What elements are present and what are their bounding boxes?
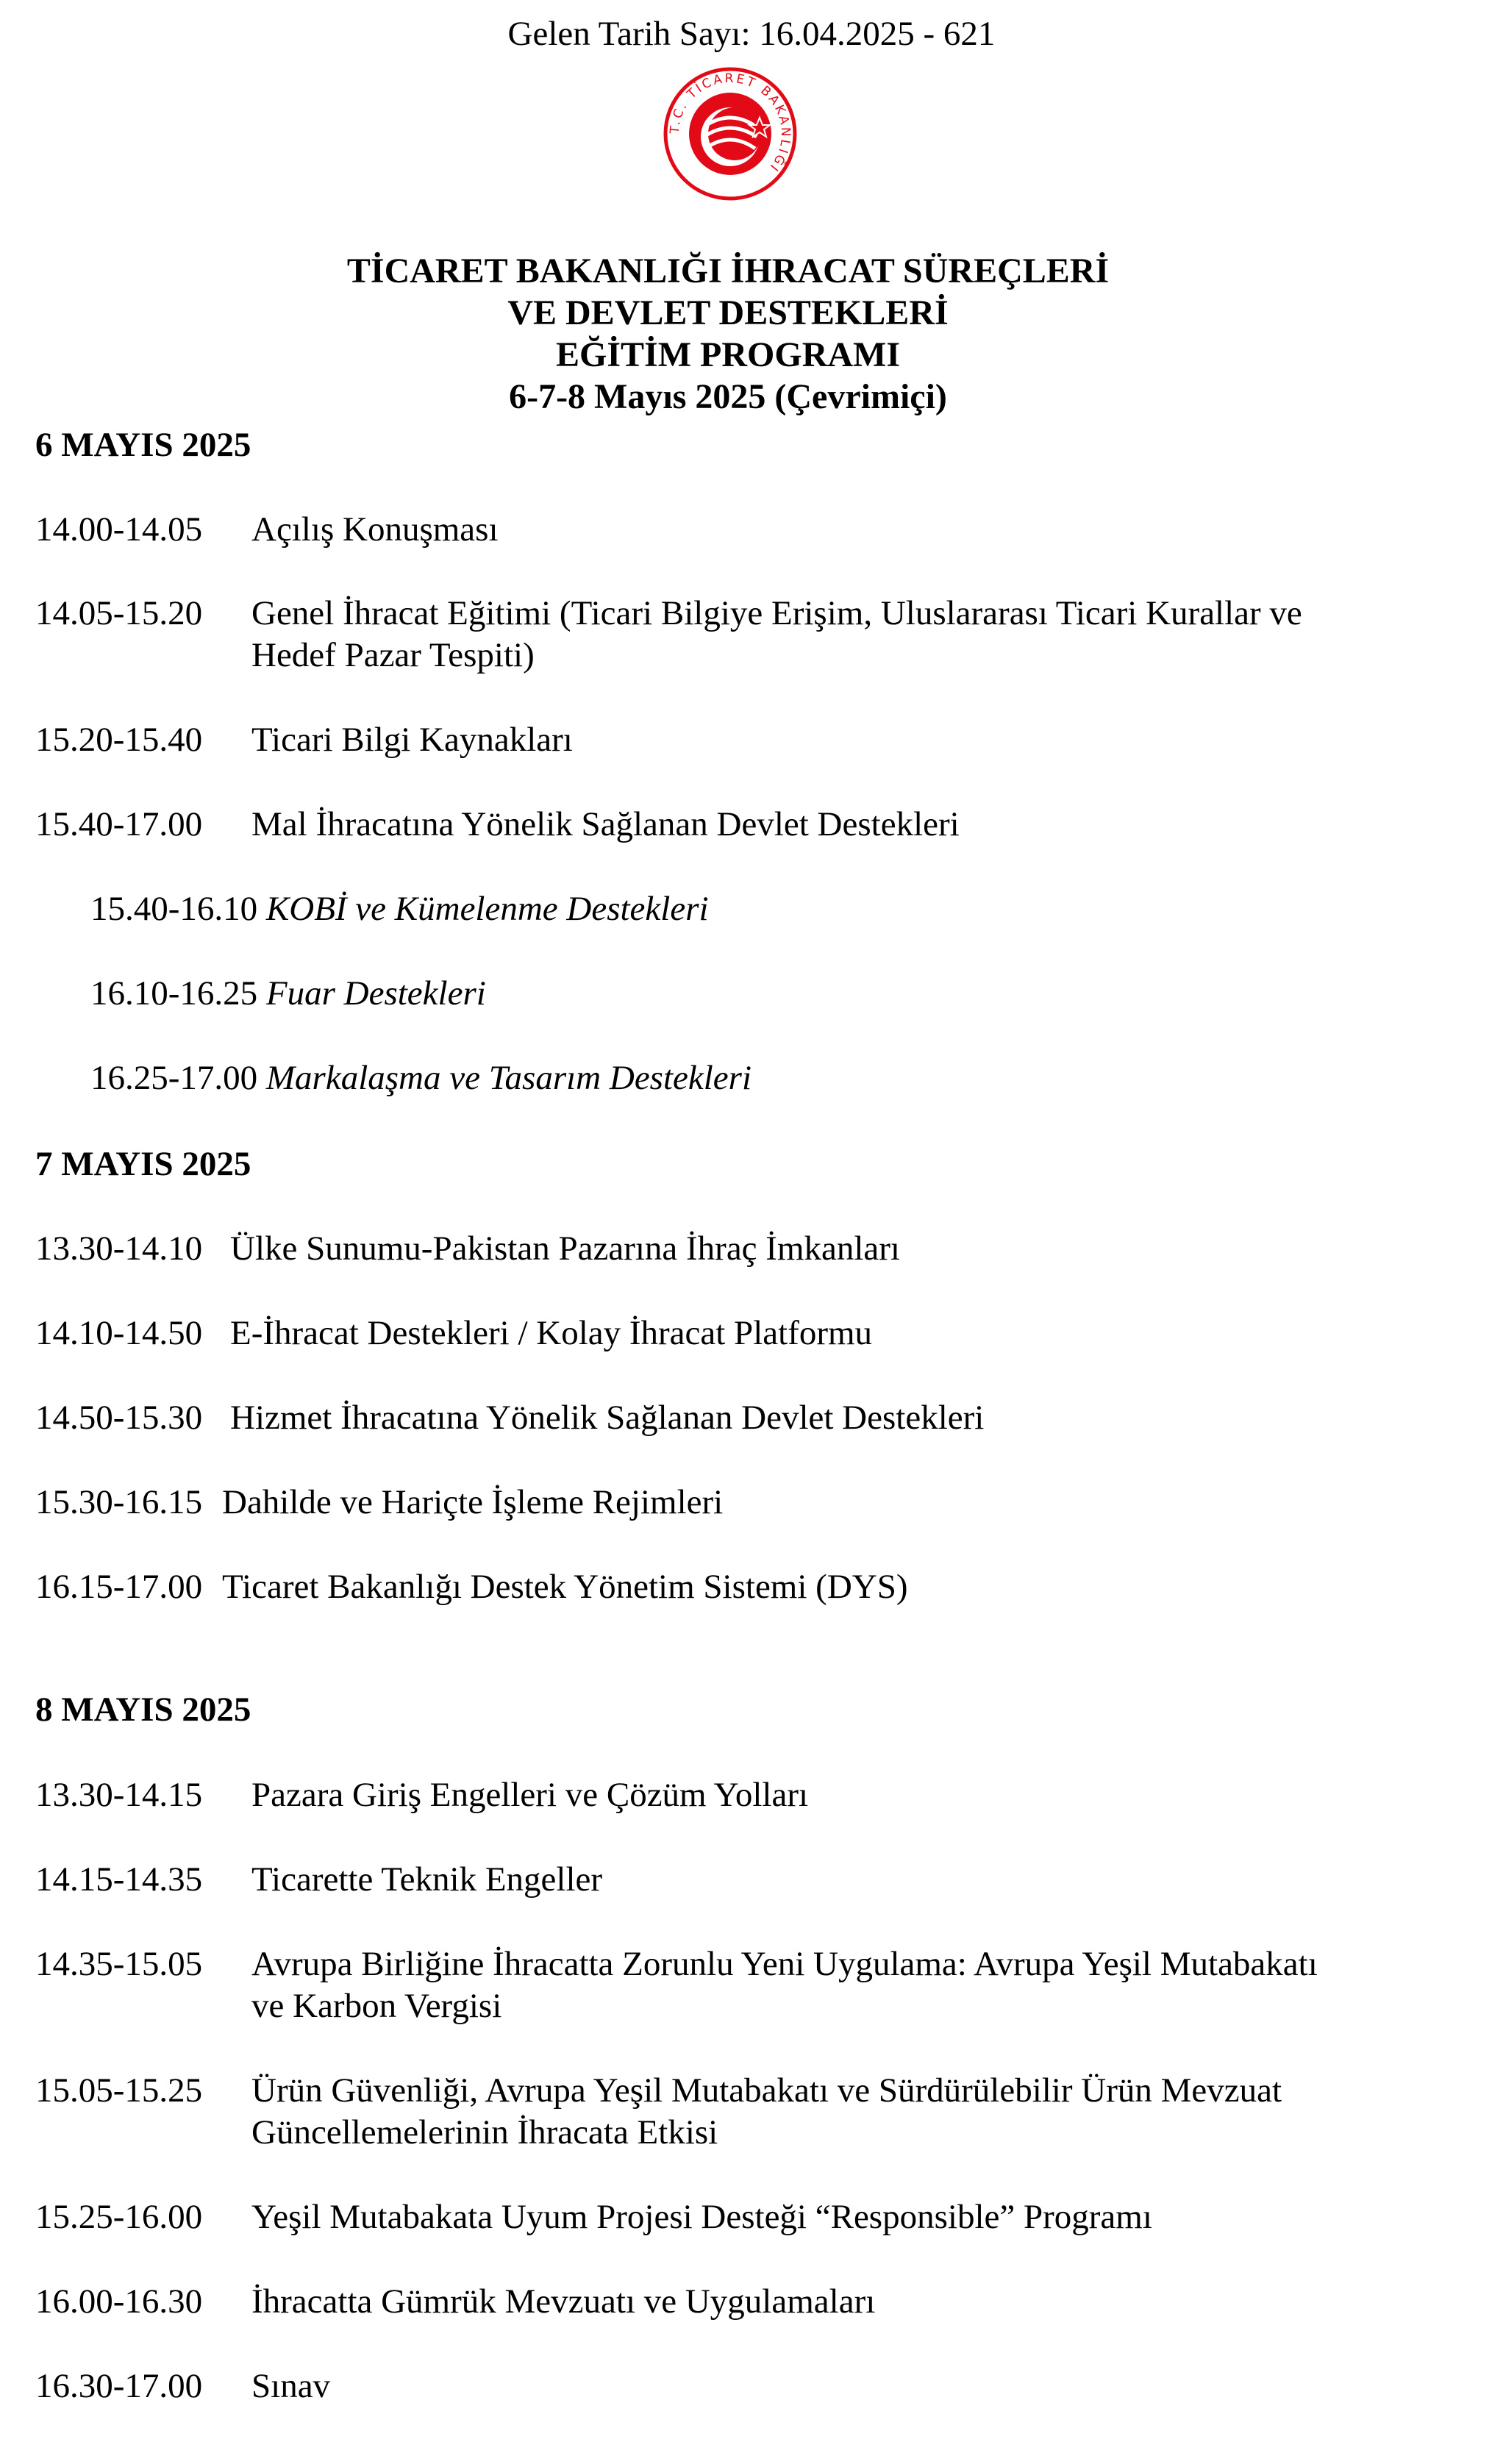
subsession-time: 15.40-16.10 <box>90 890 258 928</box>
session-time: 13.30-14.15 <box>35 1776 203 1814</box>
ministry-seal-logo <box>663 66 798 201</box>
day-heading: 7 MAYIS 2025 <box>35 1145 251 1183</box>
session-title: İhracatta Gümrük Mevzuatı ve Uygulamaları <box>251 2282 876 2321</box>
session-title-continued: Güncellemelerinin İhracata Etkisi <box>251 2113 718 2151</box>
session-title: Ticaret Bakanlığı Destek Yönetim Sistemi (DYS) <box>222 1568 908 1606</box>
title-line-3: EĞİTİM PROGRAMI <box>556 335 900 374</box>
session-title: Pazara Giriş Engelleri ve Çözüm Yolları <box>251 1776 809 1814</box>
session-time: 15.30-16.15 <box>35 1483 203 1521</box>
session-time: 15.05-15.25 <box>35 2071 203 2110</box>
session-time: 13.30-14.10 <box>35 1229 203 1268</box>
session-title-continued: ve Karbon Vergisi <box>251 1987 502 2025</box>
seal-ring-text: T.C. TİCARET BAKANLIĞI <box>667 71 793 176</box>
title-line-2: VE DEVLET DESTEKLERİ <box>507 293 949 332</box>
session-time: 16.00-16.30 <box>35 2282 203 2321</box>
subsession-time: 16.10-16.25 <box>90 974 258 1013</box>
session-title: Ülke Sunumu-Pakistan Pazarına İhraç İmkanları <box>230 1229 900 1268</box>
session-title: Genel İhracat Eğitimi (Ticari Bilgiye Erişim, Uluslararası Ticari Kurallar ve <box>251 594 1302 632</box>
session-title: Hizmet İhracatına Yönelik Sağlanan Devlet Destekleri <box>230 1399 985 1437</box>
session-title: Ticari Bilgi Kaynakları <box>251 721 573 759</box>
session-title-continued: Hedef Pazar Tespiti) <box>251 636 535 674</box>
session-title: Açılış Konuşması <box>251 510 499 549</box>
session-time: 15.20-15.40 <box>35 721 203 759</box>
title-line-4: 6-7-8 Mayıs 2025 (Çevrimiçi) <box>509 377 947 416</box>
program-title <box>0 250 1456 418</box>
session-title: Avrupa Birliğine İhracatta Zorunlu Yeni Uygulama: Avrupa Yeşil Mutabakatı <box>251 1945 1318 1983</box>
session-row <box>35 1943 1469 2027</box>
session-row <box>35 593 1469 676</box>
title-line-1: TİCARET BAKANLIĞI İHRACAT SÜREÇLERİ <box>346 251 1110 290</box>
session-time: 14.50-15.30 <box>35 1399 203 1437</box>
subsession-title: KOBİ ve Kümelenme Destekleri <box>265 890 709 928</box>
session-time: 14.10-14.50 <box>35 1314 203 1352</box>
session-title: E-İhracat Destekleri / Kolay İhracat Platformu <box>230 1314 873 1352</box>
session-time: 16.30-17.00 <box>35 2367 203 2405</box>
subsession-row <box>90 1057 752 1099</box>
session-title: Mal İhracatına Yönelik Sağlanan Devlet Destekleri <box>251 805 960 843</box>
session-title: Yeşil Mutabakata Uyum Projesi Desteği “Responsible” Programı <box>251 2198 1152 2236</box>
session-row <box>35 2070 1469 2154</box>
session-title: Ürün Güvenliği, Avrupa Yeşil Mutabakatı ve Sürdürülebilir Ürün Mevzuat <box>251 2071 1282 2110</box>
incoming-date-reference: Gelen Tarih Sayı: 16.04.2025 - 621 <box>507 15 996 53</box>
subsession-time: 16.25-17.00 <box>90 1059 258 1097</box>
session-title: Ticarette Teknik Engeller <box>251 1860 603 1899</box>
subsession-row <box>90 973 486 1015</box>
session-time: 16.15-17.00 <box>35 1568 203 1606</box>
session-time: 14.00-14.05 <box>35 510 203 549</box>
subsession-title: Fuar Destekleri <box>265 974 486 1013</box>
session-time: 15.40-17.00 <box>35 805 203 843</box>
session-time: 15.25-16.00 <box>35 2198 203 2236</box>
day-heading: 6 MAYIS 2025 <box>35 426 251 464</box>
session-time: 14.05-15.20 <box>35 594 203 632</box>
day-heading: 8 MAYIS 2025 <box>35 1690 251 1729</box>
session-title: Dahilde ve Hariçte İşleme Rejimleri <box>222 1483 724 1521</box>
session-time: 14.35-15.05 <box>35 1945 203 1983</box>
session-title: Sınav <box>251 2367 331 2405</box>
subsession-row <box>90 888 709 930</box>
session-time: 14.15-14.35 <box>35 1860 203 1899</box>
subsession-title: Markalaşma ve Tasarım Destekleri <box>265 1059 752 1097</box>
